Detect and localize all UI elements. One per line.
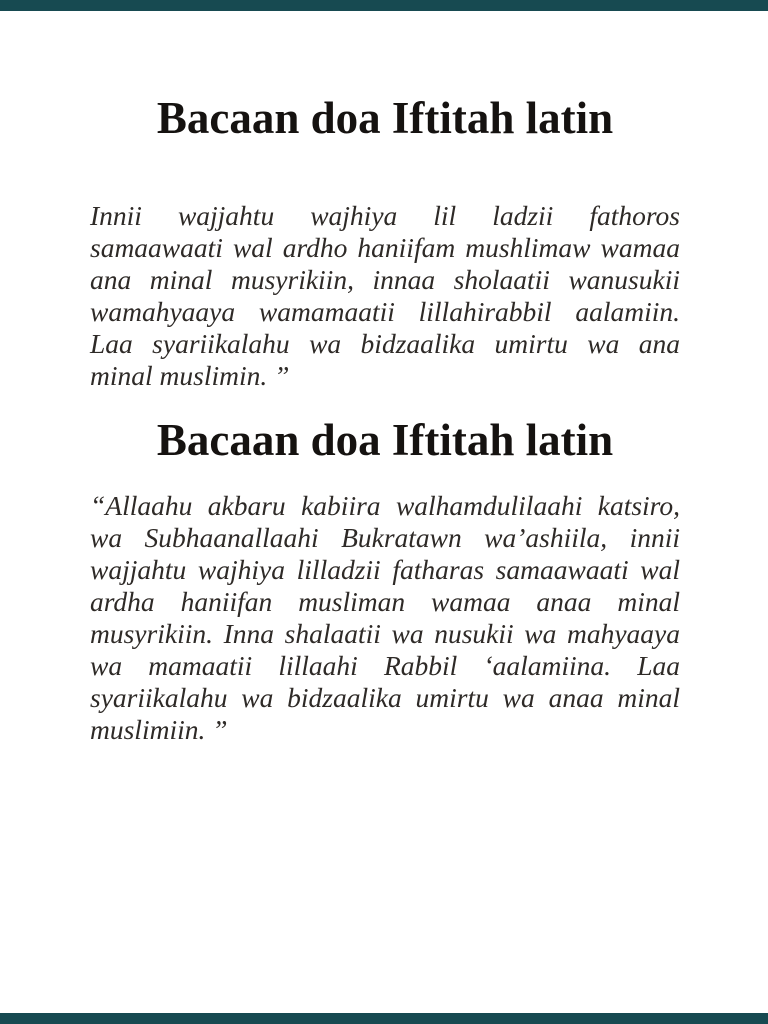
paragraph-1-line: Innii wajjahtu wajhiya lil ladzii fathoros	[90, 200, 680, 231]
paragraph-2-line: wa mamaatii lillaahi Rabbil ‘aalamiina. Laa	[90, 650, 680, 681]
paragraph-1-line: samaawaati wal ardho haniifam mushlimaw wamaa	[90, 232, 680, 263]
viewer-background-bottom-bar	[0, 1013, 768, 1024]
paragraph-1-line: minal muslimin. ”	[90, 360, 290, 391]
paragraph-1-line: wamahyaaya wamamaatii lillahirabbil aalamiin.	[90, 296, 680, 327]
paragraph-2-line: wajjahtu wajhiya lilladzii fatharas samaawaati wal	[90, 554, 680, 585]
doc-title-2: Bacaan doa Iftitah latin	[156, 415, 614, 465]
paragraph-2-line: wa Subhaanallaahi Bukratawn wa’ashiila, innii	[90, 522, 680, 553]
paragraph-2-line: muslimiin. ”	[90, 714, 228, 745]
paragraph-2-line: “Allaahu akbaru kabiira walhamdulilaahi katsiro,	[90, 490, 680, 521]
paragraph-1-line: Laa syariikalahu wa bidzaalika umirtu wa ana	[90, 328, 680, 359]
paragraph-1	[90, 200, 680, 392]
paragraph-2-line: ardha haniifan musliman wamaa anaa minal	[90, 586, 680, 617]
paragraph-2	[90, 490, 680, 746]
doc-title-1: Bacaan doa Iftitah latin	[156, 93, 614, 143]
paragraph-1-line: ana minal musyrikiin, innaa sholaatii wanusukii	[90, 264, 680, 295]
document-page	[90, 0, 680, 746]
paragraph-2-line: musyrikiin. Inna shalaatii wa nusukii wa mahyaaya	[90, 618, 680, 649]
paragraph-2-line: syariikalahu wa bidzaalika umirtu wa anaa minal	[90, 682, 680, 713]
